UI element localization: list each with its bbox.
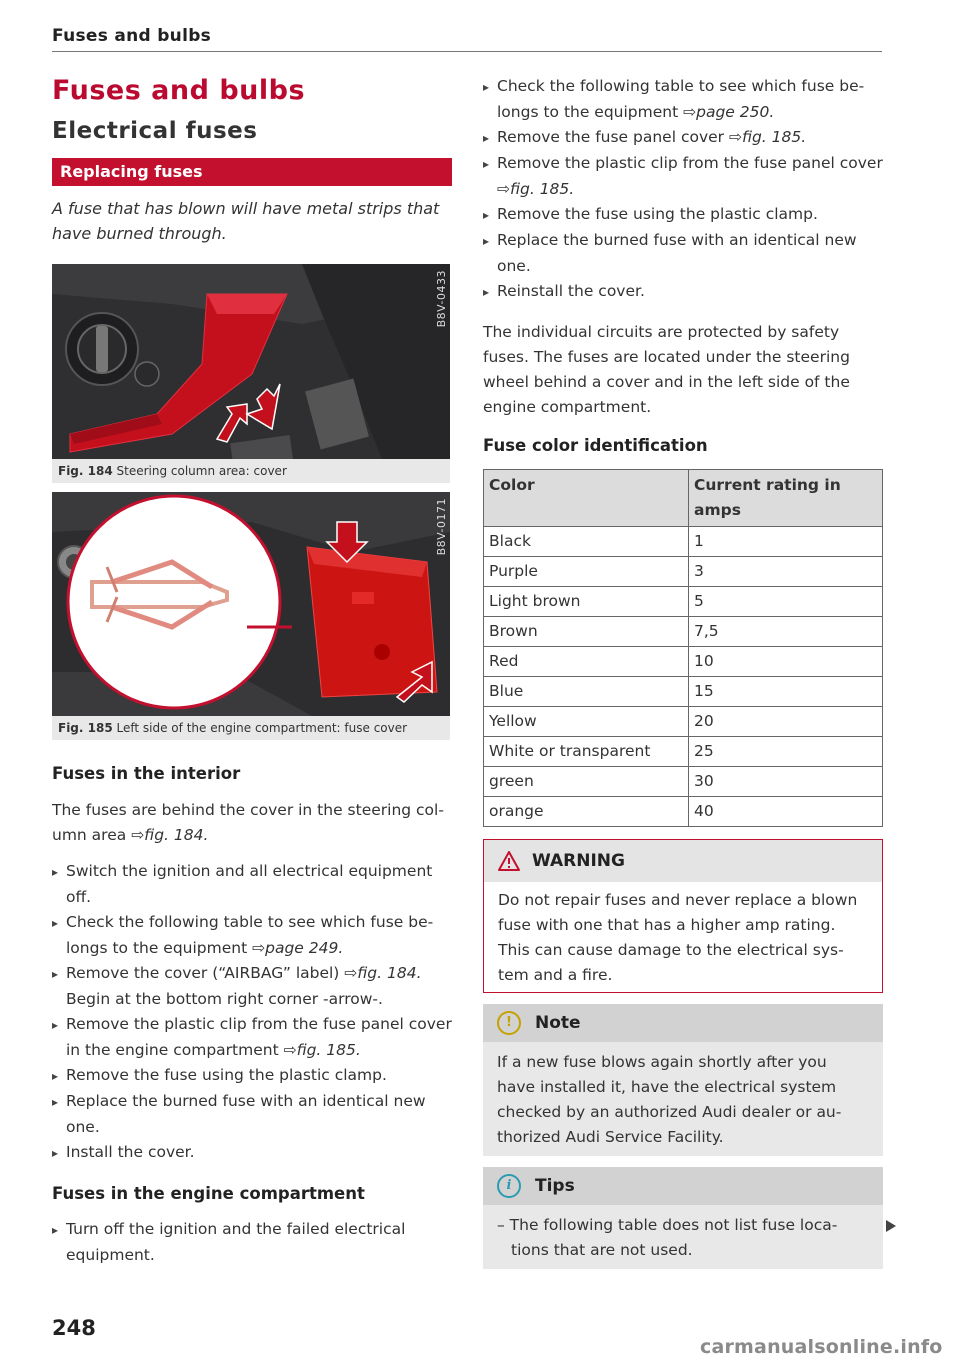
figure-code: B8V-0171: [435, 498, 448, 556]
step-item: ▸ Remove the fuse using the plastic clamp.: [483, 202, 883, 228]
table-row: [484, 737, 883, 767]
column-header: Color: [484, 470, 689, 527]
step-item: ▸ Remove the cover (“AIRBAG” label) ⇨fig. 184. Begin at the bottom right corner -arrow-.: [52, 961, 452, 1012]
warning-header: [484, 840, 882, 882]
table-row: [484, 617, 883, 647]
fuse-color-cell: Red: [484, 647, 689, 677]
fuse-color-cell: orange: [484, 797, 689, 827]
intro-text: A fuse that has blown will have metal strips that have burned through.: [52, 199, 440, 243]
watermark[interactable]: carmanualsonline.info: [700, 1336, 943, 1358]
cross-reference[interactable]: ⇨fig. 184.: [131, 826, 209, 844]
step-item: ▸ Switch the ignition and all electrical equipment off.: [52, 859, 452, 910]
amp-rating-cell: 20: [689, 707, 883, 737]
note-text: If a new fuse blows again shortly after you have installed it, have the electrical system checked by an authorized Audi dealer or au-thorized Audi Service Facility.: [497, 1053, 842, 1146]
amp-rating-cell: 5: [689, 587, 883, 617]
info-icon: i: [497, 1174, 521, 1198]
figure-184: [52, 264, 450, 483]
fuse-color-cell: Brown: [484, 617, 689, 647]
table-row: [484, 767, 883, 797]
note-box: [483, 1004, 883, 1156]
figure-code: B8V-0433: [435, 270, 448, 328]
amp-rating-cell: 15: [689, 677, 883, 707]
figure-caption: [52, 716, 450, 740]
note-body: [483, 1042, 883, 1156]
interior-steps: [52, 859, 452, 1166]
note-title: Note: [535, 1013, 581, 1033]
interior-heading: Fuses in the interior: [52, 764, 241, 783]
tips-body: [483, 1205, 883, 1269]
left-column: [52, 74, 452, 1268]
table-row: [484, 587, 883, 617]
step-item: ▸ Check the following table to see which fuse be-longs to the equipment ⇨page 249.: [52, 910, 452, 961]
step-item: ▸ Remove the fuse panel cover ⇨fig. 185.: [483, 125, 883, 151]
figure-label: Fig. 185: [58, 721, 113, 735]
tips-box: [483, 1167, 883, 1269]
figure-caption: [52, 459, 450, 483]
fuse-color-cell: Blue: [484, 677, 689, 707]
note-header: [483, 1004, 883, 1042]
table-row: [484, 557, 883, 587]
step-item: ▸ Reinstall the cover.: [483, 279, 883, 305]
figure-caption-text: Steering column area: cover: [116, 464, 287, 478]
fuse-color-cell: green: [484, 767, 689, 797]
fuse-color-cell: Light brown: [484, 587, 689, 617]
right-column: [483, 74, 883, 1269]
warning-triangle-icon: [498, 851, 520, 871]
fuse-color-table: [483, 469, 883, 827]
color-table-heading: Fuse color identification: [483, 436, 708, 455]
running-header: Fuses and bulbs: [52, 26, 212, 46]
engine-compartment-image: [52, 492, 450, 716]
amp-rating-cell: 30: [689, 767, 883, 797]
table-row: [484, 797, 883, 827]
step-item: ▸ Remove the fuse using the plastic clamp.: [52, 1063, 452, 1089]
fuse-color-cell: Purple: [484, 557, 689, 587]
main-title: Fuses and bulbs: [52, 75, 306, 106]
column-header: Current rating in amps: [689, 470, 883, 527]
fuse-color-cell: Black: [484, 527, 689, 557]
table-row: [484, 647, 883, 677]
amp-rating-cell: 3: [689, 557, 883, 587]
cross-reference[interactable]: ⇨fig. 185.: [283, 1041, 361, 1059]
continue-arrow-icon: [886, 1220, 896, 1232]
tips-title: Tips: [535, 1176, 575, 1196]
amp-rating-cell: 25: [689, 737, 883, 767]
amp-rating-cell: 10: [689, 647, 883, 677]
tips-text: – The following table does not list fuse loca-tions that are not used.: [497, 1216, 838, 1259]
fuse-color-cell: Yellow: [484, 707, 689, 737]
warning-text: Do not repair fuses and never replace a blown fuse with one that has a higher amp rating. This can cause damage to the electrical sys-tem and a fire.: [498, 891, 858, 984]
paragraph-text: The fuses are behind the cover in the steering col-umn area: [52, 801, 444, 844]
table-header-row: [484, 470, 883, 527]
amp-rating-cell: 1: [689, 527, 883, 557]
engine-heading: Fuses in the engine compartment: [52, 1184, 365, 1203]
tips-header: [483, 1167, 883, 1205]
step-item: ▸ Turn off the ignition and the failed electrical equipment.: [52, 1217, 452, 1268]
step-item: ▸ Install the cover.: [52, 1140, 452, 1166]
figure-label: Fig. 184: [58, 464, 113, 478]
table-body: [484, 527, 883, 827]
table-row: [484, 527, 883, 557]
page-number: 248: [52, 1316, 96, 1340]
cross-reference[interactable]: ⇨fig. 185.: [497, 180, 575, 198]
steering-column-image: [52, 264, 450, 459]
cross-reference[interactable]: ⇨page 250.: [683, 103, 775, 121]
figure-185: [52, 492, 450, 740]
step-item: ▸ Replace the burned fuse with an identical new one.: [52, 1089, 452, 1140]
warning-body: [484, 882, 882, 992]
engine-steps-cont: [483, 74, 883, 305]
cross-reference[interactable]: ⇨fig. 184.: [344, 964, 422, 982]
header-rule: [52, 51, 882, 52]
engine-steps-start: [52, 1217, 452, 1268]
warning-box: [483, 839, 883, 993]
cross-reference[interactable]: ⇨page 249.: [252, 939, 344, 957]
table-row: [484, 677, 883, 707]
amp-rating-cell: 40: [689, 797, 883, 827]
interior-paragraph: [52, 798, 452, 848]
note-icon: !: [497, 1011, 521, 1035]
subsection-bar: Replacing fuses: [52, 158, 452, 186]
fuse-color-cell: White or transparent: [484, 737, 689, 767]
warning-title: WARNING: [532, 851, 625, 871]
step-item: ▸ Remove the plastic clip from the fuse panel cover ⇨fig. 185.: [483, 151, 883, 202]
step-item: ▸ Check the following table to see which fuse be-longs to the equipment ⇨page 250.: [483, 74, 883, 125]
figure-caption-text: Left side of the engine compartment: fuse cover: [116, 721, 408, 735]
table-row: [484, 707, 883, 737]
section-title: Electrical fuses: [52, 118, 258, 144]
step-item: ▸ Replace the burned fuse with an identical new one.: [483, 228, 883, 279]
cross-reference[interactable]: ⇨fig. 185.: [728, 128, 807, 146]
amp-rating-cell: 7,5: [689, 617, 883, 647]
circuits-paragraph: The individual circuits are protected by safety fuses. The fuses are located under the steering wheel behind a cover and in the left side of the engine compartment.: [483, 323, 850, 416]
step-item: ▸ Remove the plastic clip from the fuse panel cover in the engine compartment ⇨fig. 185.: [52, 1012, 452, 1063]
